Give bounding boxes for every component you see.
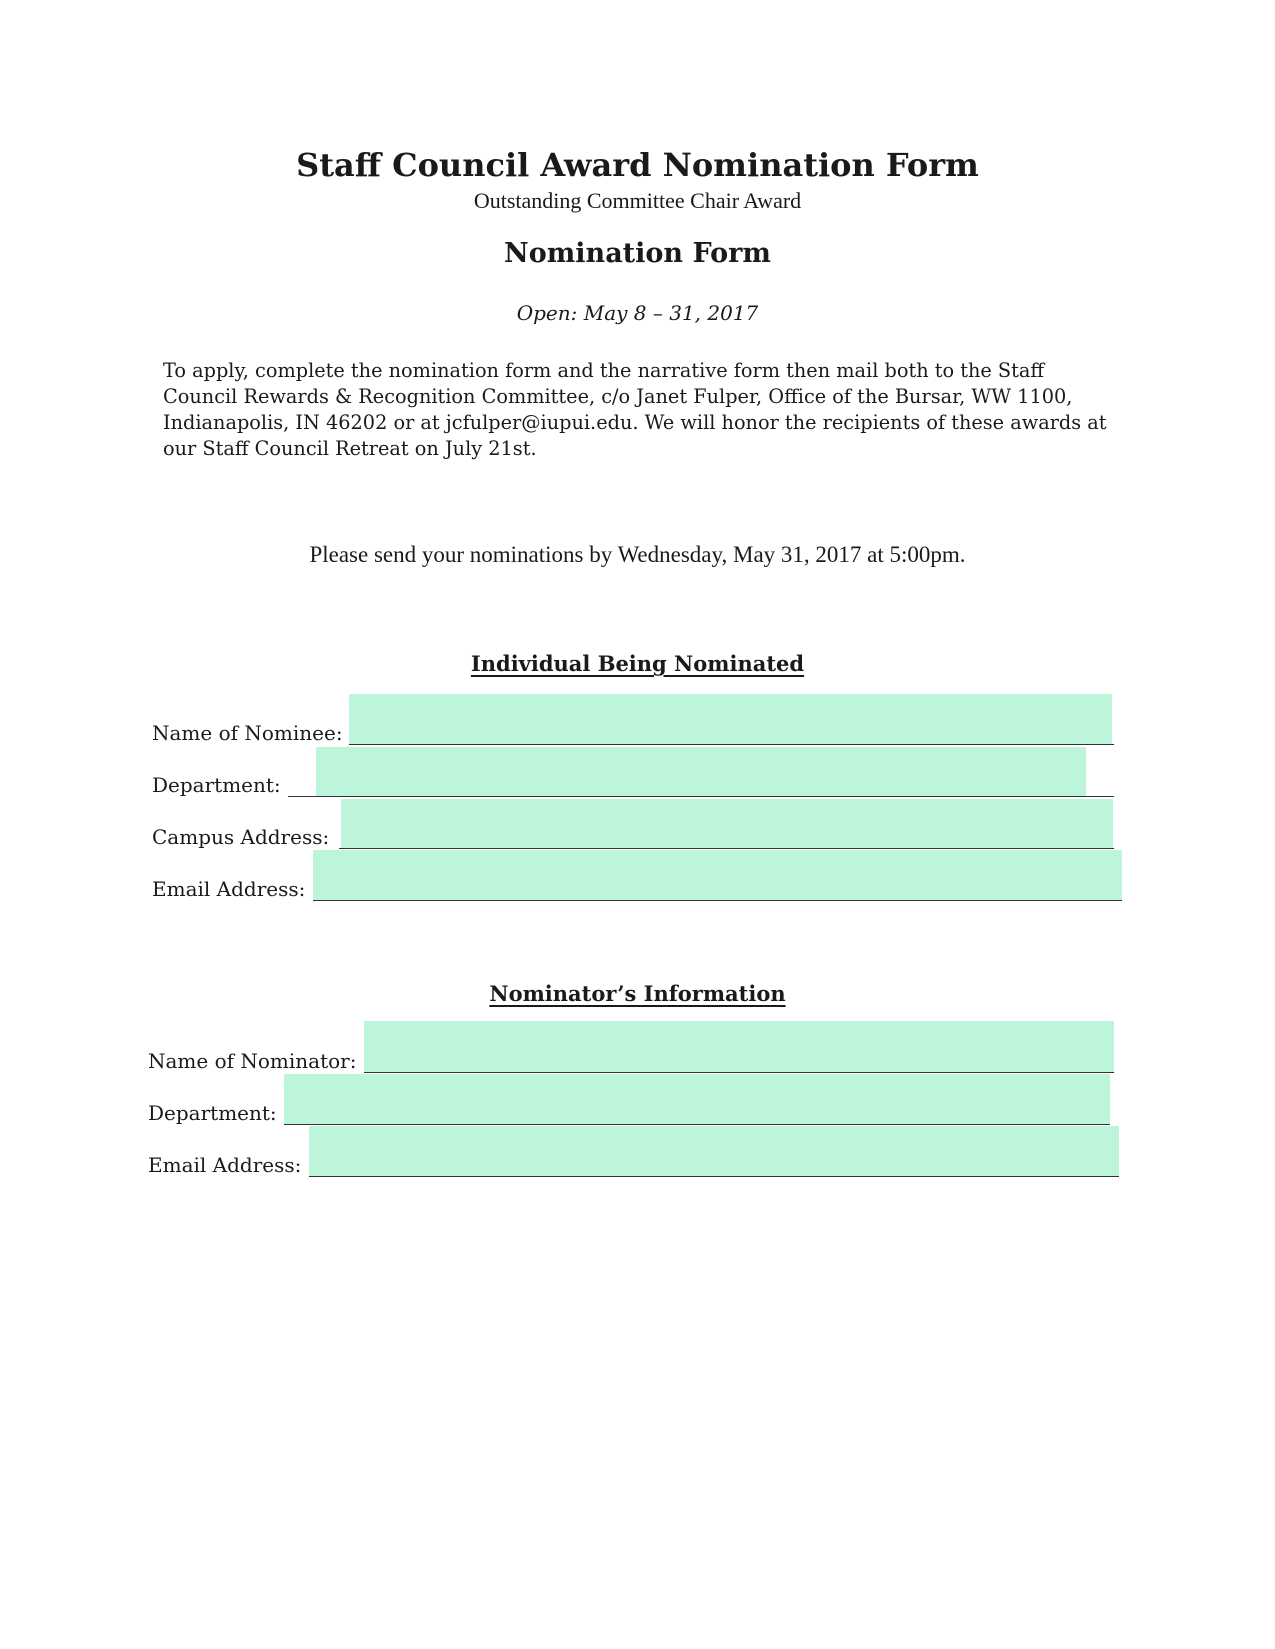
nominee-department-label: Department: — [152, 773, 281, 797]
nominator-section-heading — [0, 980, 1275, 1008]
nominee-department-underline — [288, 796, 1114, 797]
nominator-section-heading-text: Nominator’s Information — [489, 981, 786, 1006]
nominee-section-heading — [0, 650, 1275, 678]
nominee-campus-address-underline — [339, 848, 1114, 849]
nominee-department-input[interactable] — [316, 747, 1086, 796]
nominee-name-input[interactable] — [349, 694, 1112, 744]
nominee-campus-address-input[interactable] — [341, 799, 1113, 848]
nominee-section-heading-text: Individual Being Nominated — [470, 651, 805, 676]
nominator-name-input[interactable] — [364, 1021, 1114, 1072]
nominator-department-underline — [284, 1124, 1110, 1125]
intro-paragraph: To apply, complete the nomination form and the narrative form then mail both to the Staff Council Rewards & Recognition Committee, c/o Janet Fulper, Office of the Bursar, WW 1100, Indianapolis, IN 46202 or at jcfulper@iupui.edu. We will honor the recipients of these awards at our Staff Council Retreat on July 21st. — [163, 359, 1107, 460]
nominee-campus-address-label: Campus Address: — [152, 825, 330, 849]
page-title: Staff Council Award Nomination Form — [296, 146, 979, 184]
nominator-email-input[interactable] — [309, 1126, 1119, 1176]
nominator-name-underline — [364, 1072, 1114, 1073]
deadline-notice: Please send your nominations by Wednesday, May 31, 2017 at 5:00pm. — [309, 542, 966, 567]
nominee-email-underline — [313, 900, 1122, 901]
nominator-name-label: Name of Nominator: — [148, 1049, 357, 1073]
form-heading: Nomination Form — [504, 238, 771, 269]
nominee-name-underline — [349, 744, 1114, 745]
nominator-department-label: Department: — [148, 1101, 277, 1125]
open-dates: Open: May 8 – 31, 2017 — [516, 301, 759, 325]
nominee-email-input[interactable] — [313, 850, 1122, 900]
nominee-email-label: Email Address: — [152, 877, 306, 901]
nominator-email-label: Email Address: — [148, 1153, 302, 1177]
nominee-name-label: Name of Nominee: — [152, 721, 343, 745]
nominator-email-underline — [309, 1176, 1119, 1177]
nominator-department-input[interactable] — [284, 1074, 1110, 1124]
award-subtitle: Outstanding Committee Chair Award — [473, 188, 802, 213]
